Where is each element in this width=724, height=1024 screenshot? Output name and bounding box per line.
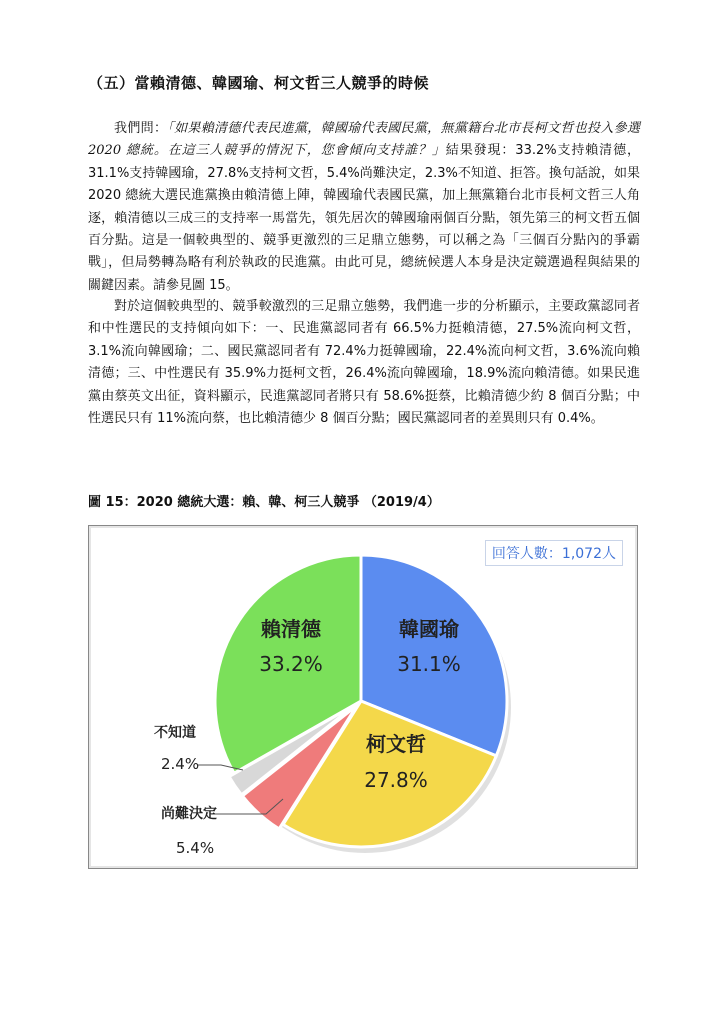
respondents-count-label: 回答人數：1,072人 [485,540,623,566]
slice-value-label-1: 31.1% [397,652,461,676]
paragraph-1 [88,118,640,297]
pie-chart-frame [88,525,638,869]
figure-caption: 圖 15：2020 總統大選：賴、韓、柯三人競爭 （2019/4） [88,495,440,510]
slice-value-label-4: 2.4% [161,755,200,773]
slice-name-label-2: 柯文哲 [366,732,426,756]
slice-value-label-2: 27.8% [364,768,428,792]
pie-chart [89,526,637,868]
slice-name-label-4: 不知道 [154,725,196,741]
section-heading: （五）當賴清德、韓國瑜、柯文哲三人競爭的時候 [88,74,430,92]
paragraph-2: 對於這個較典型的、競爭較激烈的三足鼎立態勢，我們進一步的分析顯示，主要政黨認同者和中性選民的支持傾向如下：一、民進黨認同者有 66.5%力挺賴清德，27.5%流向柯文哲，3.1%流向韓國瑜；二、國民黨認同者有 72.4%力挺韓國瑜，22.4%流向柯文哲，3.6%流向賴清德；三、中性選民有 35.9%力挺柯文哲，26.4%流向韓國瑜，18.9%流向賴清德。如果民進黨由蔡英文出征，資料顯示，民進黨認同者將只有 58.6%挺蔡，比賴清德少約 8 個百分點；中性選民只有 11%流向蔡，也比賴清德少 8 個百分點；國民黨認同者的差異則只有 0.4%。 [88,299,640,427]
paragraph-1-rest: 結果發現：33.2%支持賴清德，31.1%支持韓國瑜，27.8%支持柯文哲，5.4%尚難決定，2.3%不知道、拒答。換句話說，如果 2020 總統大選民進黨換由賴清德上陣，韓國瑜代表國民黨，加上無黨籍台北市長柯文哲三人角逐，賴清德以三成三的支持率一馬當先，領先居次的韓國瑜兩個百分點，領先第三的柯文哲五個百分點。這是一個較典型的、競爭更激烈的三足鼎立態勢，可以稱之為「三個百分點內的爭霸戰」，但局勢轉為略有利於執政的民進黨。由此可見，總統候選人本身是決定競選過程與結果的關鍵因素。請參見圖 15。 [88,143,640,293]
slice-name-label-1: 韓國瑜 [399,617,459,641]
slice-name-label-5: 賴清德 [261,617,321,641]
survey-question: 「如果賴清德代表民進黨，韓國瑜代表國民黨，無黨籍台北市長柯文哲也投入參選 2020 總統。在這三人競爭的情況下，您會傾向支持誰？」 [88,121,640,159]
paragraph-1-lead: 我們問： [114,121,168,136]
slice-value-label-5: 33.2% [259,652,323,676]
slice-name-label-3: 尚難決定 [161,806,217,822]
slice-value-label-3: 5.4% [176,839,215,857]
